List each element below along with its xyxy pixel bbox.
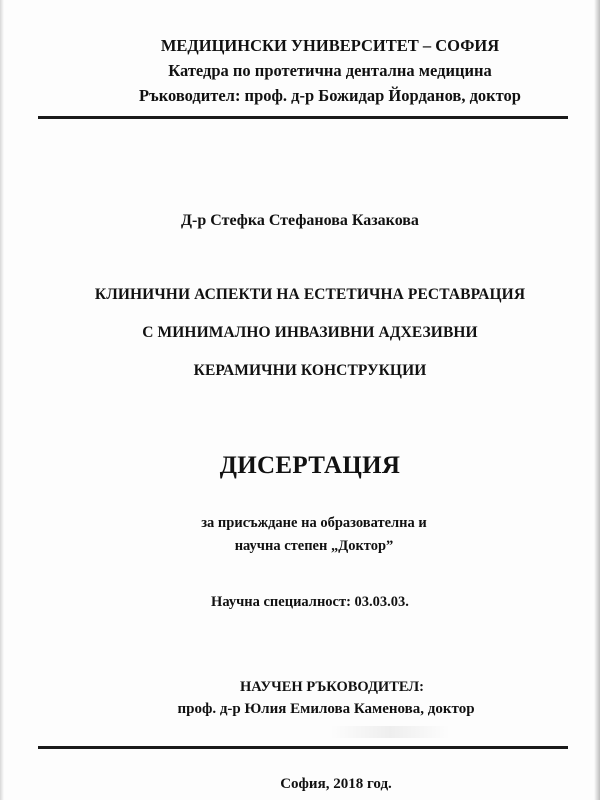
place-and-year: София, 2018 год.: [280, 776, 392, 792]
degree-purpose-line-2: научна степен „Доктор”: [234, 538, 394, 554]
document-type-heading: ДИСЕРТАЦИЯ: [219, 452, 401, 479]
scientific-specialty: Научна специалност: 03.03.03.: [211, 594, 409, 610]
degree-purpose-line-1: за присъждане на образователна и: [201, 515, 427, 531]
faint-stamp-trace: [330, 726, 450, 738]
supervisor-name: проф. д-р Юлия Емилова Каменова, доктор: [177, 701, 475, 717]
header-divider: [38, 116, 568, 119]
author-name: Д-р Стефка Стефанова Казакова: [181, 212, 419, 229]
department-head: Ръководител: проф. д-р Божидар Йорданов, доктор: [139, 86, 521, 105]
thesis-title-line-1: КЛИНИЧНИ АСПЕКТИ НА ЕСТЕТИЧНА РЕСТАВРАЦИЯ: [94, 286, 526, 303]
footer-divider: [38, 746, 568, 749]
thesis-title-line-2: С МИНИМАЛНО ИНВАЗИВНИ АДХЕЗИВНИ: [142, 324, 478, 341]
supervisor-label: НАУЧЕН РЪКОВОДИТЕЛ:: [240, 679, 424, 695]
thesis-title-line-3: КЕРАМИЧНИ КОНСТРУКЦИИ: [193, 362, 427, 379]
scan-edge-shadow-left: [0, 0, 4, 800]
university-name: МЕДИЦИНСКИ УНИВЕРСИТЕТ – СОФИЯ: [160, 36, 500, 55]
department-name: Катедра по протетична дентална медицина: [168, 61, 492, 80]
